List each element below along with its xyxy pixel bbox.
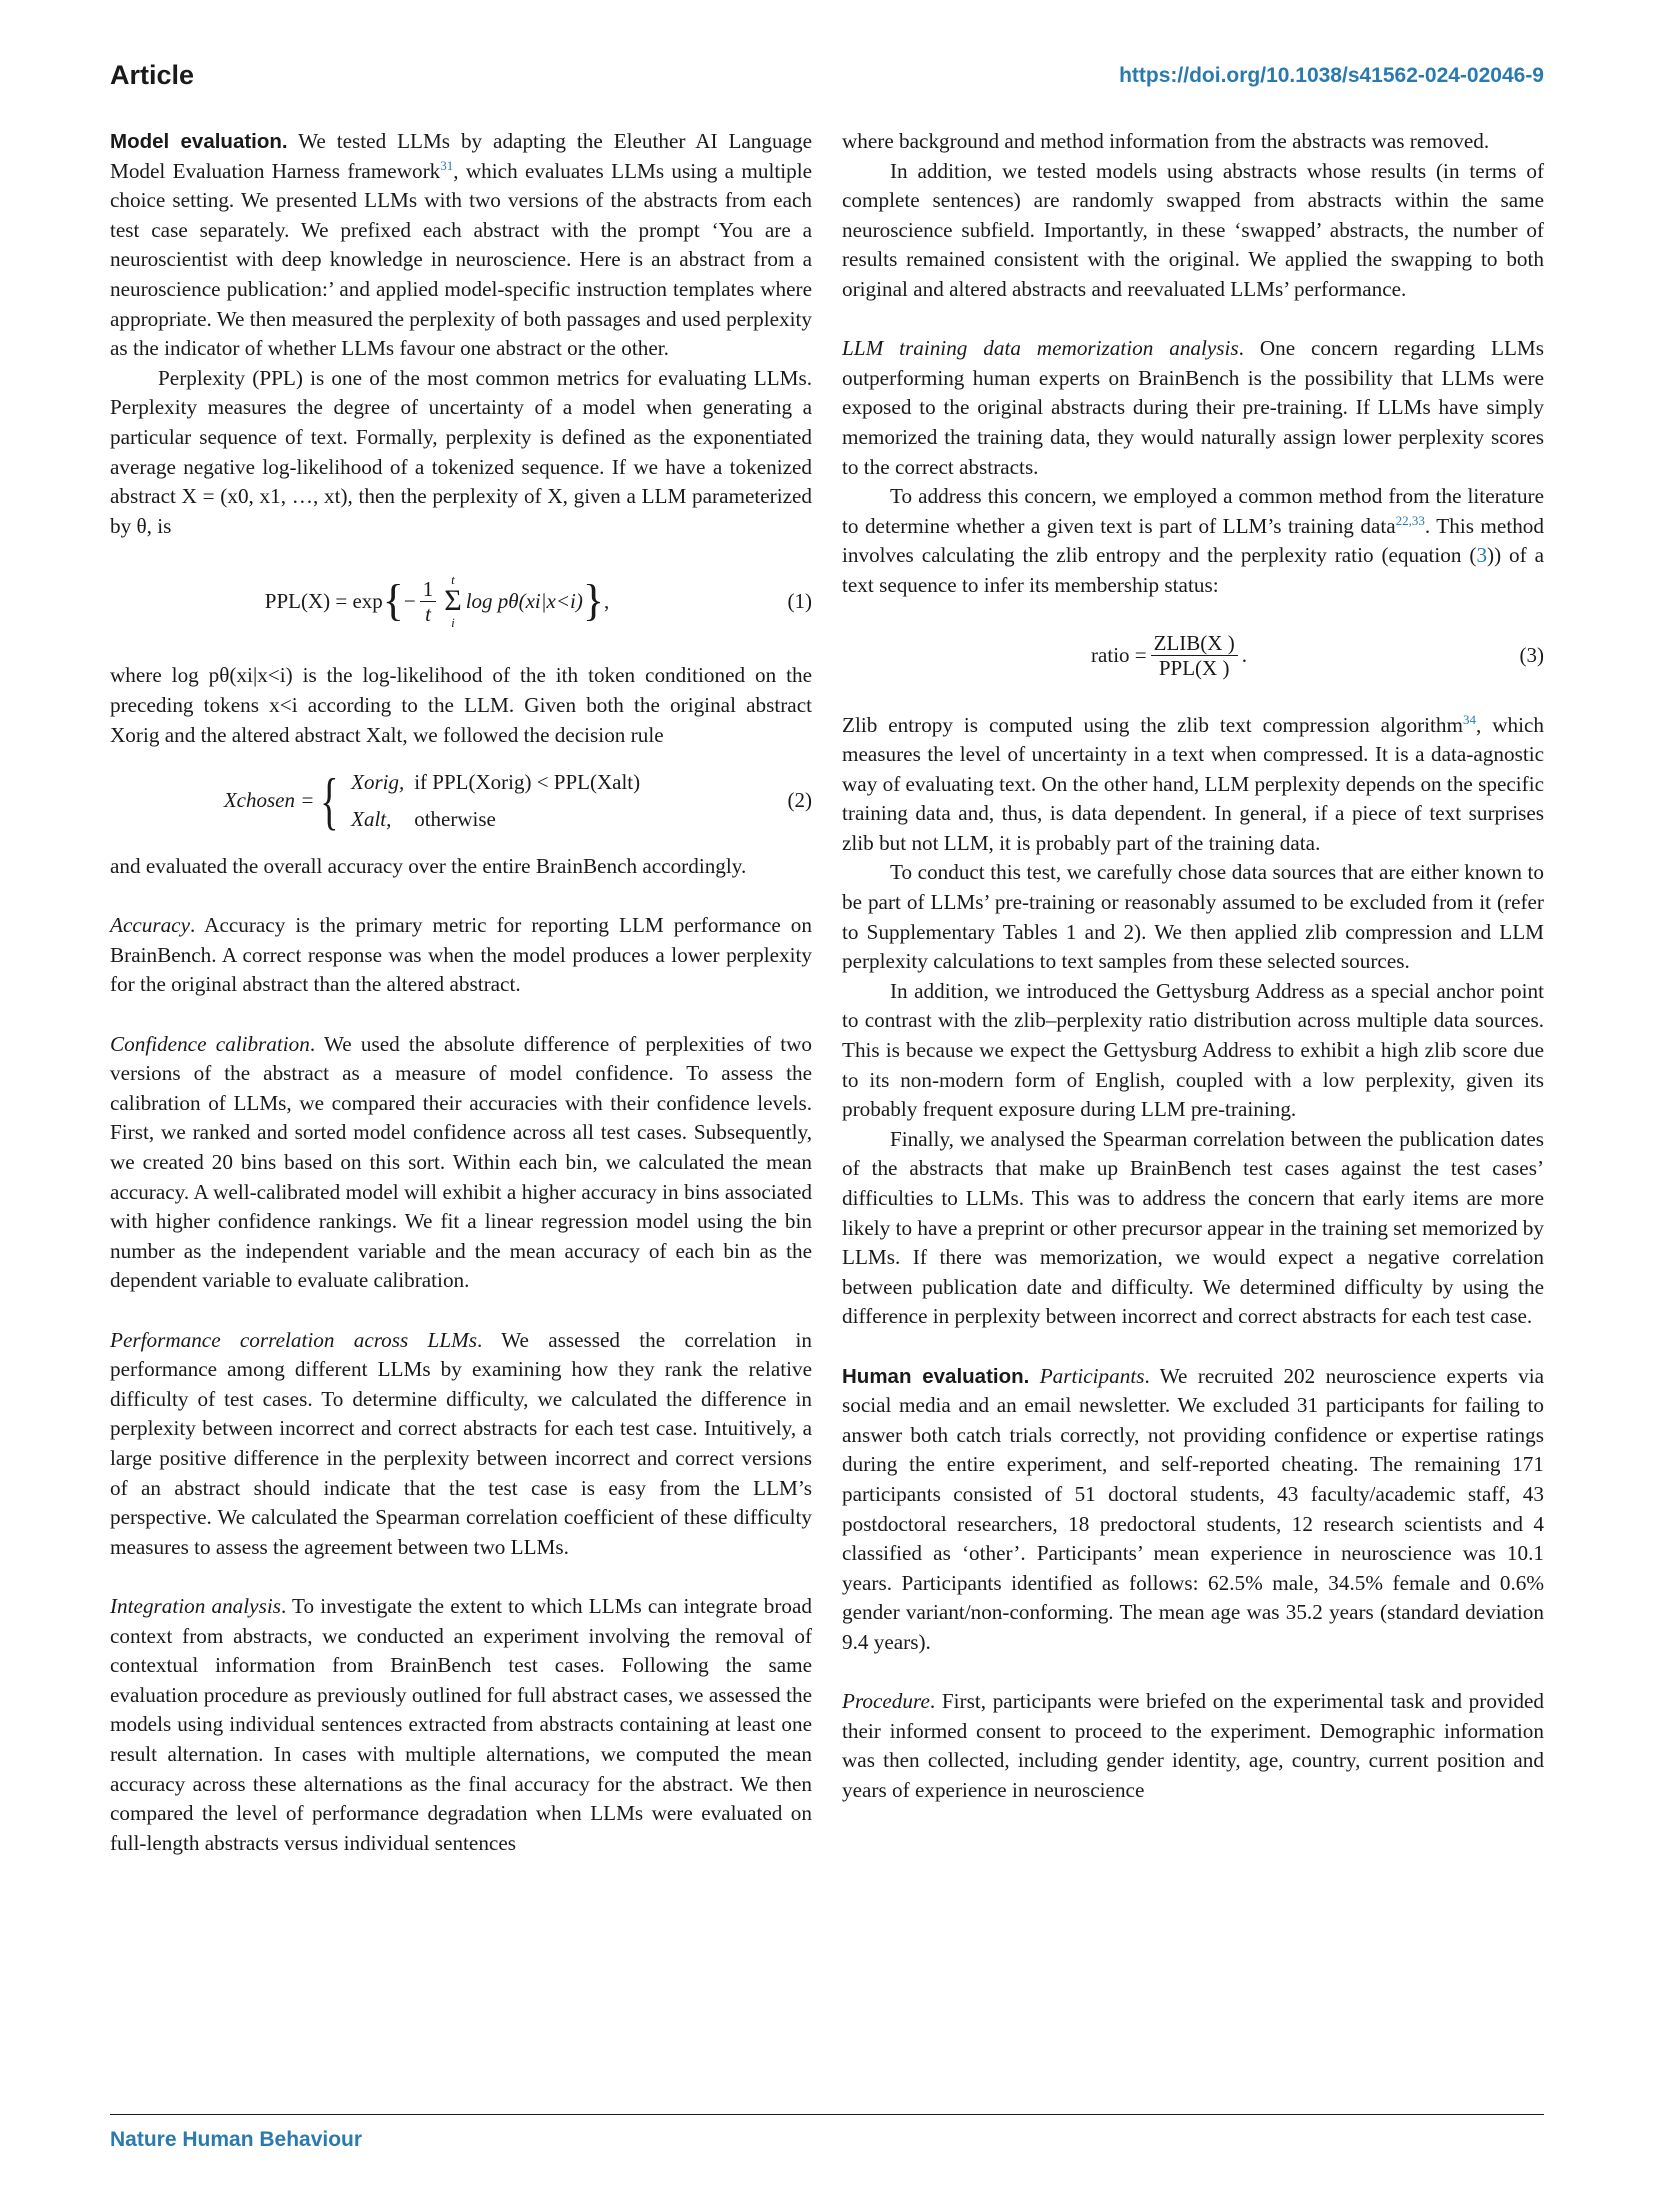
- equation-number: (3): [1519, 642, 1544, 667]
- subsection-heading: LLM training data memorization analysis: [842, 336, 1239, 361]
- equation-1: PPL(X) = exp { − $\frac{1}{t}$ t Σ i log pθ(xi|x<i) } , (1): [110, 541, 812, 661]
- paragraph: Zlib entropy is computed using the zlib text compression algorithm$^{34}$, which measures the level of uncertainty in a text when compressed. It is a data-agnostic way of evaluating text. On the other hand, LLM perplexity depends on the specific training data and, thus, is data dependent. In general, if a piece of text surprises zlib but not LLM, it is probably part of the training data.: [842, 711, 1544, 855]
- paragraph: where log pθ(xi|x<i) is the log-likelihood of the ith token conditioned on the preceding tokens x<i according to the LLM. Given both the original abstract Xorig and the altered abstract Xalt, we followed the decision rule: [110, 663, 812, 747]
- subsection-heading: Procedure: [842, 1689, 930, 1714]
- doi-link[interactable]: https://doi.org/10.1038/s41562-024-02046-9: [1119, 64, 1544, 87]
- equation-number: (2): [787, 788, 812, 813]
- paragraph: To address this concern, we employed a common method from the literature to determine whether a given text is part of LLM’s training data$^{22,33}$. This method involves calculating the zlib entropy and the perplexity ratio (equation (3)) of a text sequence to infer its membership status:: [842, 484, 1545, 597]
- journal-name[interactable]: Nature Human Behaviour: [110, 2128, 363, 2151]
- equation-3: ratio = $\frac{\text{ZLIB(X )}}{\text{PPL(X )}}$ . (3): [842, 601, 1544, 711]
- paragraph: and evaluated the overall accuracy over the entire BrainBench accordingly.: [110, 854, 747, 879]
- equation-2: Xchosen = { Xorig, if PPL(Xorig) < PPL(Xalt) Xalt, otherwise (2): [110, 750, 812, 852]
- paragraph: Perplexity (PPL) is one of the most common metrics for evaluating LLMs. Perplexity measures the degree of uncertainty of a model when generating a particular sequence of text. Formally, perplexity is defined as the exponentiated average negative log-likelihood of a tokenized sequence. If we have a tokenized abstract X = (x0, x1, …, xt), then the perplexity of X, given a LLM parameterized by θ, is: [110, 365, 812, 538]
- equation-lhs: Xchosen =: [223, 788, 315, 813]
- right-column: [842, 127, 1544, 1805]
- paragraph: Performance correlation across LLMs. We assessed the correlation in performance among different LLMs by examining how they rank the relative difficulty of test cases. To determine difficulty, we calculated the difference in perplexity between incorrect and correct abstracts for each test case. Intuitively, a large positive difference in the perplexity between incorrect and correct versions of an abstract should indicate that the test case is easy from the LLM’s perspective. We calculated the Spearman correlation coefficient of these difficulty measures to assess the agreement between two LLMs.: [110, 1327, 812, 1559]
- equation-reference-link[interactable]: 3: [1476, 543, 1488, 568]
- paragraph: Procedure. First, participants were briefed on the experimental task and provided their informed consent to proceed to the experiment. Demographic information was then collected, including gender identity, age, country, current position and years of experience in neuroscience: [842, 1689, 1544, 1802]
- paragraph: In addition, we introduced the Gettysburg Address as a special anchor point to contrast with the zlib–perplexity ratio distribution across multiple data sources. This is because we expect the Gettysburg Address to exhibit a high zlib score due to its non-modern form of English, coupled with a low perplexity, given its probably frequent exposure during LLM pre-training.: [842, 978, 1544, 1122]
- equation-lhs: PPL(X) = exp: [264, 588, 383, 613]
- subsection-heading: Performance correlation across LLMs: [110, 1327, 478, 1352]
- footer-divider: [110, 2114, 1544, 2115]
- paragraph: Human evaluation. Participants. We recruited 202 neuroscience experts via social media and an email newsletter. We excluded 31 participants for failing to answer both catch trials correctly, not providing confidence or expertise ratings during the entire experiment, and self-reported cheating. The remaining 171 participants consisted of 51 doctoral students, 43 faculty/academic staff, 43 postdoctoral researchers, 18 predoctoral students, 12 research scientists and 4 classified as ‘other’. Participants’ mean experience in neuroscience was 10.1 years. Participants identified as follows: 62.5% male, 34.5% female and 0.6% gender variant/non-conforming. The mean age was 35.2 years (standard deviation 9.4 years).: [842, 1363, 1544, 1654]
- paragraph: To conduct this test, we carefully chose data sources that are either known to be part of LLMs’ pre-training or reasonably assumed to be excluded from it (refer to Supplementary Tables 1 and 2). We then applied zlib compression and LLM perplexity calculations to text samples from these selected sources.: [842, 860, 1544, 974]
- subsection-heading: Integration analysis: [110, 1593, 281, 1618]
- paragraph: Model evaluation. We tested LLMs by adapting the Eleuther AI Language Model Evaluation Harness framework$^{31}$, which evaluates LLMs using a multiple choice setting. We presented LLMs with two versions of the abstracts from each test case separately. We prefixed each abstract with the prompt ‘You are a neuroscientist with deep knowledge in neuroscience. Here is an abstract from a neuroscience publication:’ and applied model-specific instruction templates where appropriate. We then measured the perplexity of both passages and used perplexity as the indicator of whether LLMs favour one abstract or the other.: [110, 129, 812, 361]
- paragraph: In addition, we tested models using abstracts whose results (in terms of complete sentences) are randomly swapped from abstracts within the same neuroscience subfield. Importantly, in these ‘swapped’ abstracts, the number of results remained consistent with the original. We applied the swapping to both original and altered abstracts and reevaluated LLMs’ performance.: [842, 158, 1544, 301]
- section-heading: Model evaluation.: [110, 130, 288, 153]
- citation-link[interactable]: 34: [1462, 711, 1476, 727]
- article-type-label: Article: [110, 60, 195, 90]
- paragraph: Integration analysis. To investigate the extent to which LLMs can integrate broad context from abstracts, we conducted an experiment involving the removal of contextual information from BrainBench test cases. Following the same evaluation procedure as previously outlined for full abstract cases, we assessed the models using individual sentences extracted from abstracts containing at least one result alternation. In cases with multiple alternations, we computed the mean accuracy across these alternations as the final accuracy for the abstract. We then compared the level of performance degradation when LLMs were evaluated on full-length abstracts versus individual sentences: [110, 1593, 812, 1855]
- paragraph: Confidence calibration. We used the absolute difference of perplexities of two versions of the abstract as a measure of model confidence. To assess the calibration of LLMs, we compared their accuracies with their confidence levels. First, we ranked and sorted model confidence across all test cases. Subsequently, we created 20 bins based on this sort. Within each bin, we calculated the mean accuracy. A well-calibrated model will exhibit a higher accuracy in bins associated with higher confidence rankings. We fit a linear regression model using the bin number as the independent variable and the mean accuracy of each bin as the dependent variable to evaluate calibration.: [110, 1031, 812, 1293]
- paragraph: Finally, we analysed the Spearman correlation between the publication dates of the abstracts that make up BrainBench test cases against the test cases’ difficulties to LLMs. This was to address the concern that early items are more likely to have a preprint or other precursor appear in the training set memorized by LLMs. If there was memorization, we would expect a negative correlation between publication date and difficulty. We determined difficulty by using the difference in perplexity between incorrect and correct abstracts for each test case.: [842, 1126, 1544, 1329]
- paragraph: Accuracy. Accuracy is the primary metric for reporting LLM performance on BrainBench. A correct response was when the model produces a lower perplexity for the original abstract than the altered abstract.: [110, 913, 812, 997]
- equation-number: (1): [787, 588, 812, 613]
- citation-link[interactable]: 31: [440, 157, 454, 173]
- section-heading: Human evaluation.: [842, 1364, 1030, 1388]
- equation-term: log pθ(xi|x<i): [465, 588, 583, 613]
- subsection-heading: Participants: [1039, 1363, 1145, 1388]
- paragraph: where background and method information from the abstracts was removed.: [842, 129, 1490, 153]
- subsection-heading: Accuracy: [110, 913, 190, 938]
- equation-lhs: ratio =: [1091, 642, 1147, 667]
- citation-link[interactable]: 22,33: [1395, 512, 1425, 528]
- subsection-heading: Confidence calibration: [110, 1031, 310, 1056]
- paragraph: LLM training data memorization analysis. One concern regarding LLMs outperforming human experts on BrainBench is the possibility that LLMs were exposed to the original abstracts during their pre-training. If LLMs have simply memorized the training data, they would naturally assign lower perplexity scores to the correct abstracts.: [842, 336, 1544, 479]
- left-column: [110, 127, 812, 1858]
